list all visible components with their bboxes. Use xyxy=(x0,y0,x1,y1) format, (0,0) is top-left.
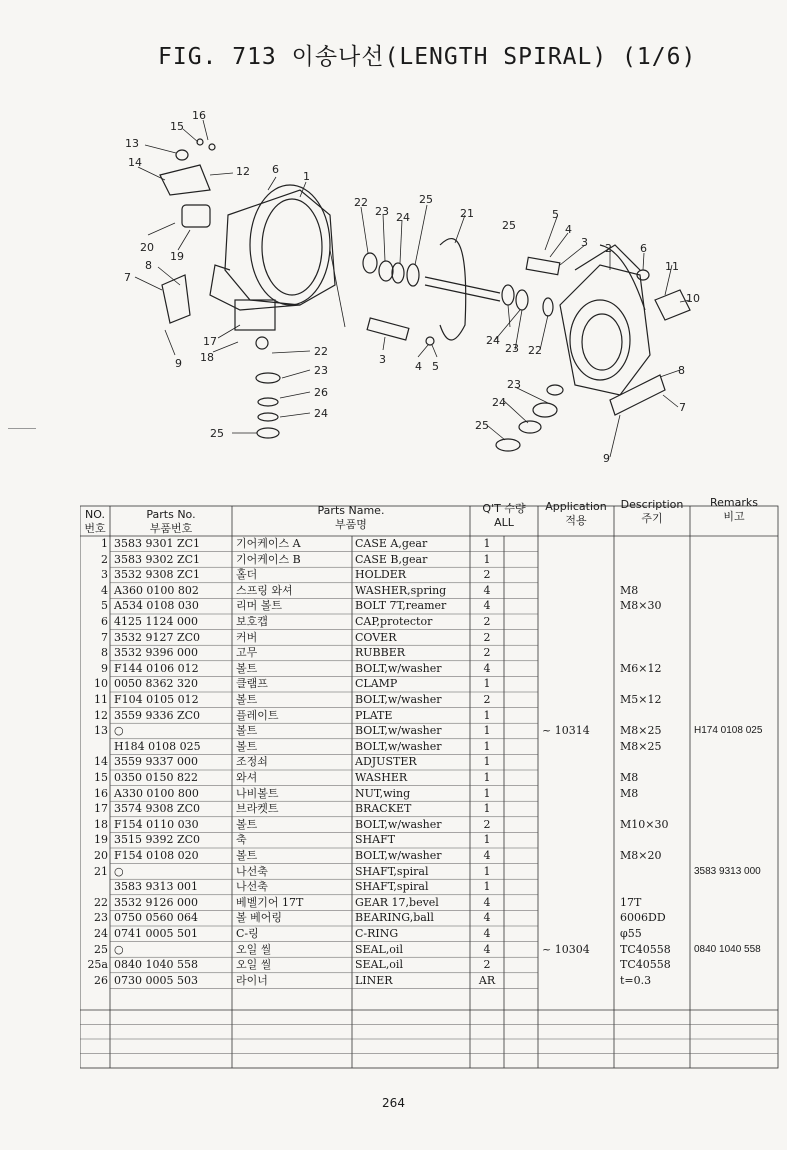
cell-en: RUBBER xyxy=(355,646,406,660)
callout-5b: 5 xyxy=(552,208,559,221)
callout-19: 19 xyxy=(170,250,184,263)
cell-desc: M8 xyxy=(620,771,639,784)
cell-en: NUT,wing xyxy=(355,786,411,800)
parts-list-table xyxy=(80,494,780,1070)
cell-no: 16 xyxy=(94,786,108,800)
callout-21: 21 xyxy=(460,207,474,220)
header-description: Description 주기 xyxy=(620,498,684,525)
callout-4a: 4 xyxy=(415,360,422,373)
cell-no: 13 xyxy=(94,724,108,738)
cell-ko: 볼트 xyxy=(236,739,258,753)
cell-no: 1 xyxy=(101,537,108,550)
callout-4b: 4 xyxy=(565,223,572,236)
cell-ko: 와셔 xyxy=(236,771,258,784)
cell-no: 19 xyxy=(94,833,108,847)
cell-ko: 볼트 xyxy=(236,724,258,738)
cell-ko: 기어케이스 B xyxy=(236,552,301,566)
callout-22c: 22 xyxy=(528,344,542,357)
cell-ko: 보호캡 xyxy=(236,615,268,628)
cell-ko: 스프링 와셔 xyxy=(236,583,293,597)
callout-9b: 9 xyxy=(603,452,610,465)
cell-desc: t=0.3 xyxy=(620,973,652,987)
cell-en: BRACKET xyxy=(355,802,412,816)
cell-ko: 플레이트 xyxy=(236,708,279,722)
cell-desc: M8 xyxy=(620,583,639,597)
cell-no: 26 xyxy=(94,973,108,987)
cell-no: 25a xyxy=(87,958,108,972)
cell-en: BOLT,w/washer xyxy=(355,693,442,706)
cell-desc: TC40558 xyxy=(620,958,671,972)
cell-part: 4125 1124 000 xyxy=(114,615,198,628)
callout-24b: 24 xyxy=(396,211,410,224)
cell-no: 7 xyxy=(101,630,108,644)
cell-part: 0730 0005 503 xyxy=(114,973,198,987)
cell-part: ○ xyxy=(114,942,124,956)
cell-qty: 1 xyxy=(483,677,491,691)
callout-11: 11 xyxy=(665,260,679,273)
cell-part: 3532 9126 000 xyxy=(114,895,198,909)
cell-qty: 1 xyxy=(483,724,491,738)
cell-qty: 1 xyxy=(483,771,491,784)
cell-qty: 4 xyxy=(483,895,491,909)
cell-ko: 브라켓트 xyxy=(236,802,279,816)
callout-23c: 23 xyxy=(505,342,519,355)
callout-10: 10 xyxy=(686,292,700,305)
header-parts-name: Parts Name. 부품명 xyxy=(317,504,385,531)
cell-no: 4 xyxy=(101,583,108,597)
cell-no: 24 xyxy=(94,927,108,940)
cell-qty: 1 xyxy=(483,864,491,878)
callout-7: 7 xyxy=(124,271,131,284)
cell-en: BOLT,w/washer xyxy=(355,739,442,753)
header-application: Application 적용 xyxy=(545,500,607,527)
callout-3b: 3 xyxy=(581,236,588,249)
cell-part: A360 0100 802 xyxy=(114,583,199,597)
callout-24a: 24 xyxy=(314,407,328,420)
cell-en: C-RING xyxy=(355,927,399,940)
cell-ko: 볼트 xyxy=(236,693,258,706)
cell-ko: 라이너 xyxy=(236,973,268,987)
cell-qty: 2 xyxy=(483,958,491,972)
cell-qty: 1 xyxy=(483,755,491,769)
cell-en: ADJUSTER xyxy=(355,755,417,769)
cell-no: 22 xyxy=(94,895,108,909)
cell-desc: M10×30 xyxy=(620,817,669,831)
cell-ko: 볼트 xyxy=(236,849,258,862)
cell-no: 5 xyxy=(101,599,108,613)
callout-22b: 22 xyxy=(354,196,368,209)
callout-6: 6 xyxy=(272,163,279,176)
cell-no: 21 xyxy=(94,864,108,878)
callout-17: 17 xyxy=(203,335,217,348)
cell-qty: 1 xyxy=(483,537,491,550)
cell-ko: 기어케이스 A xyxy=(236,537,301,550)
cell-qty: 4 xyxy=(483,849,491,862)
cell-desc: φ55 xyxy=(620,927,642,940)
cell-en: SHAFT,spiral xyxy=(355,864,429,878)
exploded-parts-diagram xyxy=(0,95,787,495)
cell-ko: 나선축 xyxy=(236,864,268,878)
cell-ko: 축 xyxy=(236,833,247,847)
cell-en: CLAMP xyxy=(355,677,398,691)
cell-ko: 고무 xyxy=(236,646,258,660)
cell-qty: 1 xyxy=(483,708,491,722)
cell-qty: AR xyxy=(478,973,496,987)
cell-part: A330 0100 800 xyxy=(114,786,199,800)
cell-qty: 2 xyxy=(483,646,491,660)
page-number: 264 xyxy=(382,1096,405,1110)
cell-ko: 나비볼트 xyxy=(236,786,279,800)
cell-desc: 6006DD xyxy=(620,911,666,925)
cell-desc: M8×20 xyxy=(620,849,662,862)
cell-part: 3532 9127 ZC0 xyxy=(114,630,201,644)
cell-en: SHAFT xyxy=(355,833,396,847)
cell-ko: 리머 볼트 xyxy=(236,599,283,613)
callout-24c: 24 xyxy=(486,334,500,347)
cell-part: 0741 0005 501 xyxy=(114,927,198,940)
cell-qty: 1 xyxy=(483,786,491,800)
callout-7b: 7 xyxy=(679,401,686,414)
cell-desc: M5×12 xyxy=(620,693,662,706)
cell-ko: 오일 씰 xyxy=(236,958,272,972)
cell-no: 15 xyxy=(94,771,108,784)
cell-no: 11 xyxy=(94,693,108,706)
cell-en: SEAL,oil xyxy=(355,958,403,972)
callout-6b: 6 xyxy=(640,242,647,255)
cell-no: 17 xyxy=(94,802,108,816)
cell-qty: 2 xyxy=(483,693,491,706)
cell-qty: 1 xyxy=(483,833,491,847)
cell-desc: M8 xyxy=(620,786,639,800)
cell-qty: 2 xyxy=(483,615,491,628)
cell-ko: 클램프 xyxy=(236,677,268,691)
cell-en: BOLT,w/washer xyxy=(355,817,442,831)
cell-en: WASHER,spring xyxy=(355,583,447,597)
cell-en: BOLT 7T,reamer xyxy=(355,599,447,613)
cell-no: 9 xyxy=(101,661,108,675)
cell-part: 3583 9301 ZC1 xyxy=(114,537,201,550)
callout-26: 26 xyxy=(314,386,328,399)
cell-no: 18 xyxy=(94,817,108,831)
cell-no: 23 xyxy=(94,911,108,925)
cell-ko: 베벨기어 17T xyxy=(236,895,304,909)
cell-qty: 4 xyxy=(483,911,491,925)
cell-ko: 볼트 xyxy=(236,661,258,675)
callout-20: 20 xyxy=(140,241,154,254)
margin-mark xyxy=(8,428,36,429)
cell-part: ○ xyxy=(114,724,124,738)
callout-25c: 25 xyxy=(502,219,516,232)
cell-qty: 2 xyxy=(483,817,491,831)
cell-desc: M6×12 xyxy=(620,661,662,675)
cell-ko: 조정쇠 xyxy=(236,755,268,769)
cell-en: CAP,protector xyxy=(355,615,433,628)
cell-en: BEARING,ball xyxy=(355,911,434,925)
cell-en: BOLT,w/washer xyxy=(355,724,442,738)
cell-en: BOLT,w/washer xyxy=(355,661,442,675)
cell-part: H184 0108 025 xyxy=(114,739,201,753)
callout-23a: 23 xyxy=(314,364,328,377)
cell-en: COVER xyxy=(355,630,397,644)
cell-qty: 4 xyxy=(483,661,491,675)
callout-25d: 25 xyxy=(475,419,489,432)
cell-en: SEAL,oil xyxy=(355,942,403,956)
callout-13: 13 xyxy=(125,137,139,150)
cell-ko: 나선축 xyxy=(236,880,268,894)
cell-en: BOLT,w/washer xyxy=(355,849,442,862)
leader-lines xyxy=(135,120,690,457)
spiral-shaft-drawing xyxy=(363,239,500,345)
cell-part: 0350 0150 822 xyxy=(114,771,198,784)
cell-desc: TC40558 xyxy=(620,942,671,956)
cell-en: GEAR 17,bevel xyxy=(355,895,439,909)
callout-9: 9 xyxy=(175,357,182,370)
callout-23b: 23 xyxy=(375,205,389,218)
cell-part: F104 0105 012 xyxy=(114,693,199,706)
cell-ko: 오일 씰 xyxy=(236,942,272,956)
cell-no: 25 xyxy=(94,942,108,956)
cell-no: 10 xyxy=(94,677,108,691)
cell-qty: 4 xyxy=(483,599,491,613)
cell-qty: 2 xyxy=(483,630,491,644)
cell-part: 3532 9396 000 xyxy=(114,646,198,660)
cell-part: 0750 0560 064 xyxy=(114,911,198,925)
callout-3a: 3 xyxy=(379,353,386,366)
cell-rem: 3583 9313 000 xyxy=(694,865,761,877)
callout-24d: 24 xyxy=(492,396,506,409)
cell-part: F154 0110 030 xyxy=(114,817,199,831)
cell-en: LINER xyxy=(355,973,393,987)
cell-desc: M8×25 xyxy=(620,724,662,738)
callout-8: 8 xyxy=(145,259,152,272)
cell-no: 3 xyxy=(101,568,108,582)
cell-part: F154 0108 020 xyxy=(114,849,199,862)
page-title: FIG. 713 이송나선(LENGTH SPIRAL) (1/6) xyxy=(158,44,697,70)
cell-rem: 0840 1040 558 xyxy=(694,943,761,955)
cell-qty: 4 xyxy=(483,942,491,956)
cell-no: 20 xyxy=(94,849,108,862)
cell-no: 2 xyxy=(101,552,108,566)
callout-16: 16 xyxy=(192,109,206,122)
cell-en: SHAFT,spiral xyxy=(355,880,429,894)
header-parts-no: Parts No. 부품번호 xyxy=(146,508,196,535)
callout-25a: 25 xyxy=(210,427,224,440)
cell-no: 14 xyxy=(94,755,108,769)
cell-ko: 볼 베어링 xyxy=(236,911,283,925)
cell-qty: 1 xyxy=(483,739,491,753)
gear-case-a-drawing xyxy=(160,139,335,438)
callout-2: 2 xyxy=(605,242,612,255)
cell-rem: H174 0108 025 xyxy=(694,725,763,737)
callout-14: 14 xyxy=(128,156,142,169)
cell-ko: 홀더 xyxy=(236,568,258,582)
cell-en: HOLDER xyxy=(355,568,407,582)
cell-part: 3515 9392 ZC0 xyxy=(114,833,201,847)
callout-15: 15 xyxy=(170,120,184,133)
cell-en: WASHER xyxy=(355,771,408,784)
cell-ko: C-링 xyxy=(236,927,259,940)
cell-no: 6 xyxy=(101,615,108,628)
cell-no: 12 xyxy=(94,708,108,722)
cell-app: ~ 10304 xyxy=(542,942,590,956)
cell-desc: M8×30 xyxy=(620,599,662,613)
cell-desc: M8×25 xyxy=(620,739,662,753)
cell-part: A534 0108 030 xyxy=(114,599,199,613)
cell-qty: 4 xyxy=(483,583,491,597)
cell-part: 3574 9308 ZC0 xyxy=(114,802,201,816)
cell-part: F144 0106 012 xyxy=(114,661,199,675)
callout-22a: 22 xyxy=(314,345,328,358)
cell-qty: 4 xyxy=(483,927,491,940)
callout-1: 1 xyxy=(303,170,310,183)
cell-en: PLATE xyxy=(355,708,393,722)
cell-en: CASE A,gear xyxy=(355,537,428,550)
cell-app: ~ 10314 xyxy=(542,724,590,738)
cell-qty: 2 xyxy=(483,568,491,582)
header-remarks: Remarks 비고 xyxy=(710,496,758,523)
cell-part: 3583 9302 ZC1 xyxy=(114,552,201,566)
cell-part: ○ xyxy=(114,864,124,878)
callout-8b: 8 xyxy=(678,364,685,377)
cell-ko: 커버 xyxy=(236,630,258,644)
cell-qty: 1 xyxy=(483,552,491,566)
cell-ko: 볼트 xyxy=(236,817,258,831)
header-no: NO. 번호 xyxy=(84,508,106,535)
cell-en: CASE B,gear xyxy=(355,552,428,566)
cell-qty: 1 xyxy=(483,802,491,816)
header-qty: Q'T 수량 ALL xyxy=(482,502,526,529)
cell-part: 3559 9336 ZC0 xyxy=(114,708,201,722)
cell-desc: 17T xyxy=(620,895,642,909)
cell-part: 3532 9308 ZC1 xyxy=(114,568,201,582)
cell-part: 0840 1040 558 xyxy=(114,958,198,972)
cell-qty: 1 xyxy=(483,880,491,894)
cell-part: 3583 9313 001 xyxy=(114,880,198,894)
cell-no: 8 xyxy=(101,646,108,660)
cell-part: 0050 8362 320 xyxy=(114,677,198,691)
callout-18: 18 xyxy=(200,351,214,364)
callout-12: 12 xyxy=(236,165,250,178)
callout-23d: 23 xyxy=(507,378,521,391)
cell-part: 3559 9337 000 xyxy=(114,755,198,769)
callout-5a: 5 xyxy=(432,360,439,373)
callout-25b: 25 xyxy=(419,193,433,206)
